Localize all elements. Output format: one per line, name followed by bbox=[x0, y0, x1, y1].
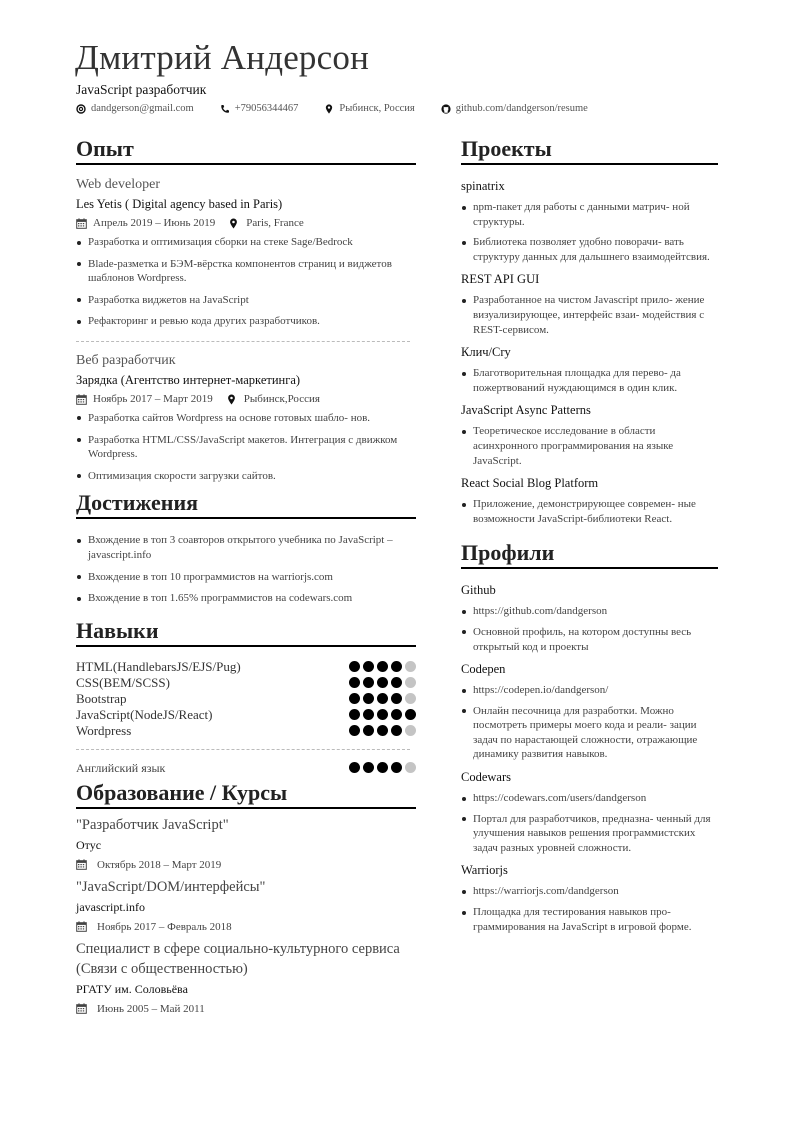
divider bbox=[76, 749, 410, 750]
section-title-profiles: Профили bbox=[461, 540, 718, 569]
skill-dot bbox=[363, 709, 375, 721]
skill-dot bbox=[391, 762, 403, 774]
skill-dot bbox=[391, 725, 403, 737]
education-org: javascript.info bbox=[76, 899, 145, 914]
skill-dot bbox=[391, 693, 403, 705]
contact-item[interactable] bbox=[220, 103, 299, 114]
skill-name: Wordpress bbox=[76, 722, 132, 738]
calendar-icon bbox=[76, 1003, 97, 1014]
candidate-name: Дмитрий Андерсон bbox=[75, 38, 370, 77]
skill-dot bbox=[349, 661, 361, 673]
skill-dot bbox=[349, 693, 361, 705]
job-dates: Апрель 2019 – Июнь 2019 bbox=[93, 217, 216, 229]
profiles-name: Codepen bbox=[461, 662, 506, 677]
section-title-experience: Опыт bbox=[76, 136, 416, 165]
map-pin-icon bbox=[222, 218, 242, 229]
skill-dot bbox=[377, 693, 389, 705]
skills-section bbox=[76, 618, 416, 776]
skill-dot bbox=[363, 693, 375, 705]
bullet-list bbox=[461, 293, 718, 337]
section-title-skills: Навыки bbox=[76, 618, 416, 647]
section-title-projects: Проекты bbox=[461, 136, 718, 165]
job-title: Веб разработчик bbox=[76, 352, 176, 368]
education-dates: Июнь 2005 – Май 2011 bbox=[97, 1002, 205, 1015]
bullet-list bbox=[76, 235, 416, 329]
skill-dot bbox=[363, 677, 375, 689]
job-company: Зарядка (Агентство интернет-маркетинга) bbox=[76, 372, 301, 387]
skill-dot bbox=[391, 661, 403, 673]
education-dates: Октябрь 2018 – Март 2019 bbox=[97, 858, 222, 871]
education-meta bbox=[76, 917, 416, 937]
job-dates: Ноябрь 2017 – Март 2019 bbox=[93, 392, 213, 405]
skill-dot bbox=[363, 725, 375, 737]
education-meta bbox=[76, 999, 416, 1019]
contact-item[interactable] bbox=[441, 103, 588, 114]
experience-section bbox=[76, 136, 416, 483]
job-company: Les Yetis ( Digital agency based in Paris) bbox=[76, 197, 283, 211]
skill-dot bbox=[363, 661, 375, 673]
skill-dot bbox=[349, 709, 361, 721]
skill-row bbox=[76, 659, 416, 675]
divider bbox=[76, 341, 410, 342]
profiles-entry bbox=[461, 861, 718, 934]
bullet-item: Вхождение в топ 10 программистов на warriorjs.com bbox=[76, 570, 416, 585]
contact-item[interactable] bbox=[76, 103, 194, 114]
profiles-entry bbox=[461, 768, 718, 855]
skill-dot bbox=[363, 762, 375, 774]
projects-section bbox=[461, 136, 718, 526]
profiles-name: Github bbox=[461, 583, 496, 598]
section-title-education: Образование / Курсы bbox=[76, 780, 416, 809]
contact-item[interactable] bbox=[324, 103, 414, 114]
contact-text[interactable]: github.com/dandgerson/resume bbox=[455, 103, 588, 114]
skill-dot bbox=[377, 762, 389, 774]
skill-name: CSS(BEM/SCSS) bbox=[76, 674, 170, 690]
bullet-list bbox=[461, 200, 718, 264]
bullet-item: Основной профиль, на котором доступны весь открытый код и проекты bbox=[461, 625, 718, 654]
map-pin-icon bbox=[220, 394, 240, 405]
bullet-list bbox=[461, 497, 718, 526]
bullet-item: Оптимизация скорости загрузки сайтов. bbox=[76, 469, 416, 484]
profiles-entry bbox=[461, 581, 718, 654]
bullet-item: Библиотека позволяет удобно поворачи- вать структуру данных для дальшнего взаимодейтсвия. bbox=[461, 235, 718, 264]
profile-link[interactable]: https://codepen.io/dandgerson/ bbox=[461, 683, 718, 698]
skill-level-dots bbox=[349, 661, 417, 673]
contact-text[interactable]: dandgerson@gmail.com bbox=[91, 103, 194, 114]
skill-dot bbox=[377, 677, 389, 689]
skill-dot bbox=[349, 677, 361, 689]
education-section bbox=[76, 780, 416, 1019]
bullet-item: Онлайн песочница для разработки. Можно посмотреть примеры моего кода и реали- зации задач по нарастающей сложности, отражающие динамику развития навыков. bbox=[461, 704, 718, 762]
skill-row bbox=[76, 760, 416, 776]
skill-dot bbox=[391, 677, 403, 689]
left-column bbox=[76, 136, 416, 1021]
skill-dot bbox=[349, 762, 361, 774]
job-entry bbox=[76, 175, 416, 329]
profile-link[interactable]: https://github.com/dandgerson bbox=[461, 604, 718, 619]
bullet-item: Разработка HTML/CSS/JavaScript макетов. Интеграция с движком Wordpress. bbox=[76, 433, 416, 462]
bullet-list bbox=[461, 683, 718, 762]
bullet-item: npm-пакет для работы с данными матрич- ной структуры. bbox=[461, 200, 718, 229]
bullet-item: Вхождение в топ 1.65% программистов на codewars.com bbox=[76, 591, 416, 606]
projects-entry bbox=[461, 177, 718, 264]
education-dates: Ноябрь 2017 – Февраль 2018 bbox=[97, 920, 232, 933]
profile-link[interactable]: https://warriorjs.com/dandgerson bbox=[461, 884, 718, 899]
skill-dot bbox=[377, 709, 389, 721]
education-org: РГАТУ им. Соловьёва bbox=[76, 981, 188, 996]
skill-name: JavaScript(NodeJS/React) bbox=[76, 706, 213, 722]
skill-dot bbox=[405, 709, 417, 721]
skill-dot bbox=[405, 762, 417, 774]
contact-bar bbox=[76, 103, 614, 114]
profiles-section bbox=[461, 540, 718, 934]
bullet-item: Разработка виджетов на JavaScript bbox=[76, 293, 416, 308]
bullet-item: Вхождение в топ 3 соавторов открытого учебника по JavaScript – javascript.info bbox=[76, 533, 416, 562]
skill-name: Английский язык bbox=[76, 760, 166, 775]
calendar-icon bbox=[76, 218, 93, 229]
education-entry bbox=[76, 877, 416, 937]
achievements-section bbox=[76, 490, 416, 605]
job-meta bbox=[76, 390, 416, 409]
bullet-item: Благотворительная площадка для перево- да пожертвований нуждающимся в один клик. bbox=[461, 366, 718, 395]
education-meta bbox=[76, 855, 416, 875]
bullet-item: Теоретическое исследование в области асинхронного программирования на языке JavaScript. bbox=[461, 424, 718, 468]
job-subtitle: JavaScript разработчик bbox=[76, 82, 207, 97]
education-title: Специалист в сфере социально-культурного сервиса (Связи с общественностью) bbox=[76, 940, 400, 977]
projects-name: REST API GUI bbox=[461, 272, 540, 287]
bullet-list bbox=[461, 604, 718, 654]
bullet-list bbox=[76, 533, 416, 605]
projects-name: JavaScript Async Patterns bbox=[461, 403, 591, 418]
profiles-entry bbox=[461, 660, 718, 762]
phone-icon bbox=[220, 104, 235, 114]
projects-name: React Social Blog Platform bbox=[461, 476, 599, 491]
job-location: Paris, France bbox=[246, 217, 304, 229]
skill-dot bbox=[391, 709, 403, 721]
bullet-list bbox=[461, 366, 718, 395]
skill-dot bbox=[405, 693, 417, 705]
skill-name: HTML(HandlebarsJS/EJS/Pug) bbox=[76, 658, 241, 674]
education-title: "Разработчик JavaScript" bbox=[76, 816, 229, 833]
skill-dot bbox=[349, 725, 361, 737]
calendar-icon bbox=[76, 859, 97, 870]
bullet-item: Blade-разметка и БЭМ-вёрстка компонентов страниц и виджетов шаблонов Wordpress. bbox=[76, 257, 416, 286]
job-location: Рыбинск,Россия bbox=[243, 392, 320, 405]
map-pin-icon bbox=[324, 104, 339, 114]
projects-name: Клич/Cry bbox=[461, 345, 511, 360]
skill-level-dots bbox=[349, 677, 417, 689]
bullet-item: Разработанное на чистом Javascript прило- жение визуализирующее, интерфейс взаи- модействия с REST-сервисом. bbox=[461, 293, 718, 337]
skill-row bbox=[76, 723, 416, 739]
skill-dot bbox=[405, 677, 417, 689]
skill-row bbox=[76, 691, 416, 707]
skill-level-dots bbox=[349, 762, 417, 774]
education-entry bbox=[76, 939, 416, 1019]
education-org: Отус bbox=[76, 837, 102, 852]
skill-dot bbox=[377, 725, 389, 737]
contact-text[interactable]: +79056344467 bbox=[234, 103, 299, 114]
education-title: "JavaScript/DOM/интерфейсы" bbox=[76, 878, 266, 895]
at-icon bbox=[76, 104, 91, 114]
right-column bbox=[461, 136, 718, 940]
calendar-icon bbox=[76, 921, 97, 932]
profiles-name: Warriorjs bbox=[461, 863, 508, 878]
bullet-item: Площадка для тестирования навыков про- граммирования на JavaScript в игровой форме. bbox=[461, 905, 718, 934]
projects-name: spinatrix bbox=[461, 179, 505, 193]
job-meta bbox=[76, 214, 416, 233]
skill-level-dots bbox=[349, 709, 417, 721]
bullet-list bbox=[76, 411, 416, 483]
bullet-item: Портал для разработчиков, предназна- ченный для улучшения навыков решения программистских задач разных уровней сложности. bbox=[461, 812, 718, 856]
bullet-list bbox=[461, 884, 718, 934]
bullet-item: Приложение, демонстрирующее современ- ные возможности JavaScript-библиотеки React. bbox=[461, 497, 718, 526]
education-entry bbox=[76, 815, 416, 875]
profiles-name: Codewars bbox=[461, 770, 511, 785]
section-title-achievements: Достижения bbox=[76, 490, 416, 519]
skill-dot bbox=[405, 725, 417, 737]
profile-link[interactable]: https://codewars.com/users/dandgerson bbox=[461, 791, 718, 806]
job-entry bbox=[76, 351, 416, 483]
skill-name: Bootstrap bbox=[76, 690, 127, 706]
github-icon bbox=[441, 104, 456, 114]
contact-text[interactable]: Рыбинск, Россия bbox=[339, 103, 415, 114]
skill-level-dots bbox=[349, 725, 417, 737]
bullet-list bbox=[461, 424, 718, 468]
bullet-item: Разработка сайтов Wordpress на основе готовых шабло- нов. bbox=[76, 411, 416, 426]
skill-dot bbox=[405, 661, 417, 673]
projects-entry bbox=[461, 474, 718, 526]
job-title: Web developer bbox=[76, 177, 160, 192]
projects-entry bbox=[461, 401, 718, 468]
calendar-icon bbox=[76, 394, 93, 405]
bullet-list bbox=[461, 791, 718, 855]
projects-entry bbox=[461, 270, 718, 337]
skill-dot bbox=[377, 661, 389, 673]
bullet-item: Рефакторинг и ревью кода других разработчиков. bbox=[76, 314, 416, 329]
skill-row bbox=[76, 675, 416, 691]
skill-level-dots bbox=[349, 693, 417, 705]
projects-entry bbox=[461, 343, 718, 395]
bullet-item: Разработка и оптимизация сборки на стеке Sage/Bedrock bbox=[76, 235, 416, 250]
skill-row bbox=[76, 707, 416, 723]
